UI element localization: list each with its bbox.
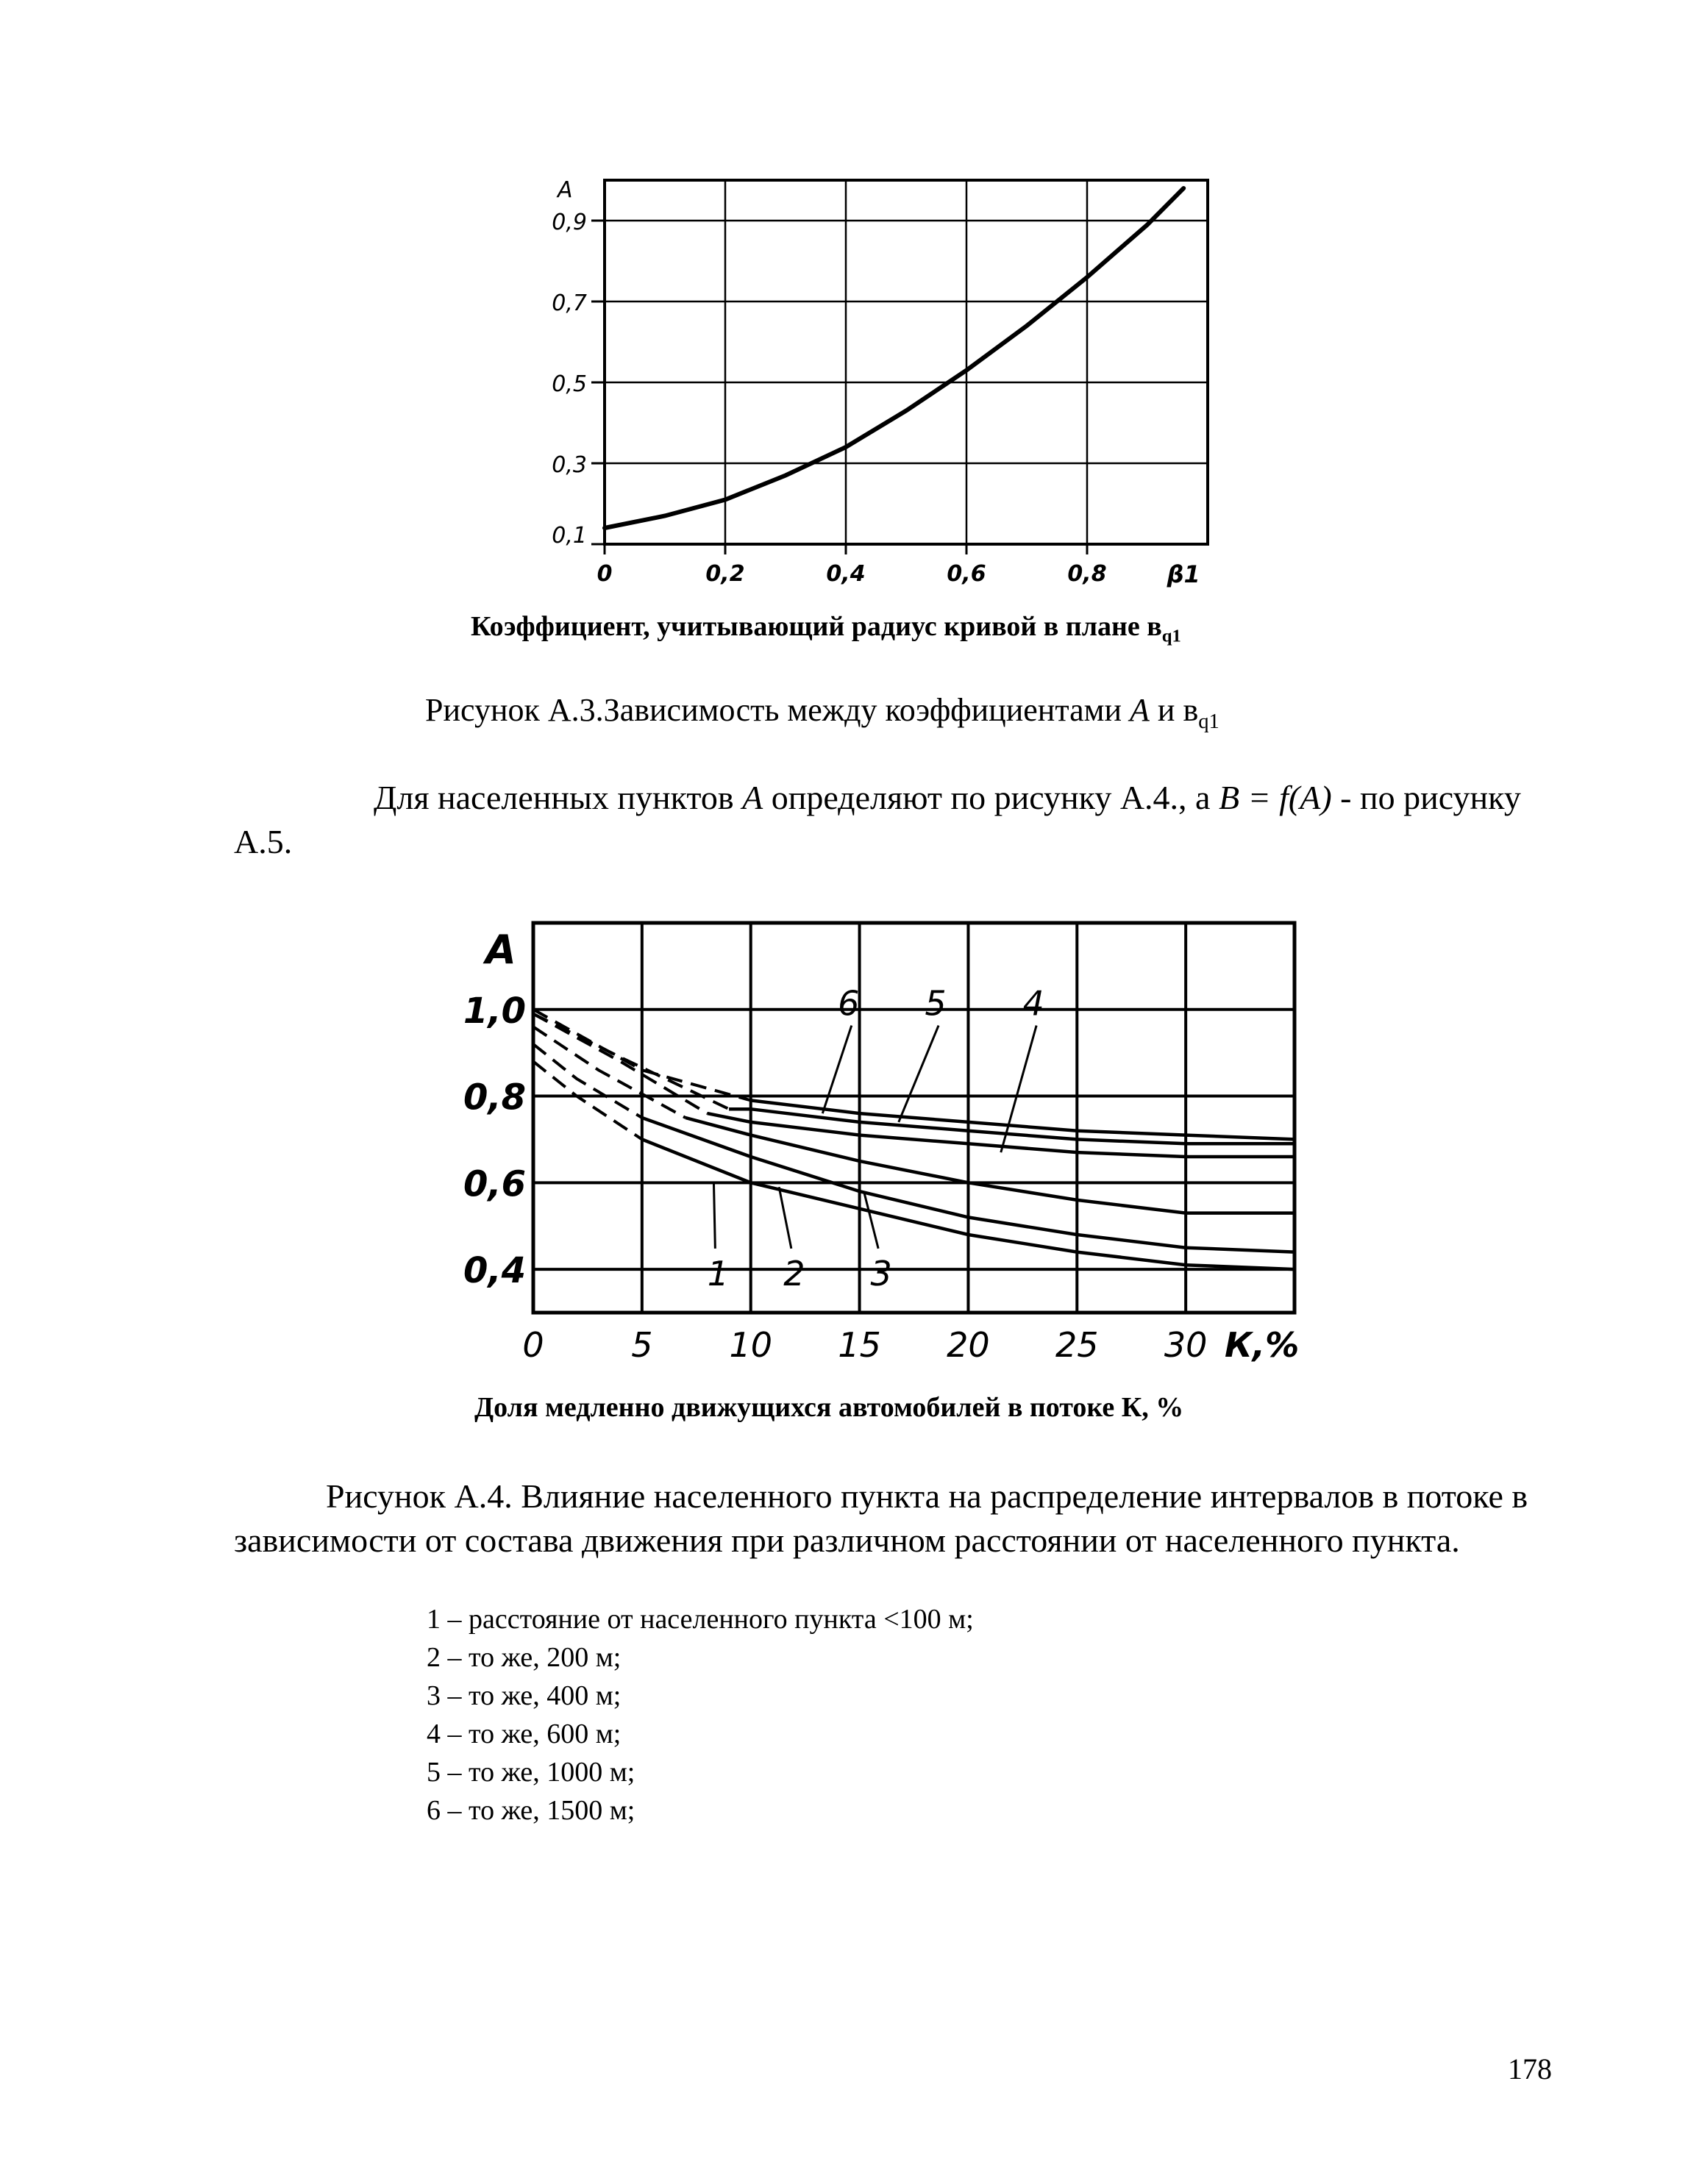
y-tick-label: 1,0 — [463, 990, 526, 1032]
y-tick-label: 0,6 — [463, 1163, 526, 1205]
curve-label: 1 — [707, 1253, 729, 1293]
x-tick-label: 10 — [729, 1325, 772, 1365]
x-tick-label: 0,2 — [705, 561, 745, 587]
curve-leader-line — [899, 1026, 939, 1122]
curve-label: 4 — [1022, 983, 1044, 1024]
chart-frame — [605, 180, 1208, 544]
series-line — [605, 188, 1183, 528]
x-tick-label: 15 — [838, 1325, 881, 1365]
x-axis-label: К,% — [1225, 1325, 1300, 1365]
x-axis-label: β1 — [1167, 560, 1200, 588]
series-dashed-line — [533, 1044, 642, 1118]
legend-item: 4 – то же, 600 м; — [427, 1719, 622, 1749]
x-tick-label: 5 — [631, 1325, 653, 1365]
x-tick-label: 0,6 — [947, 561, 986, 587]
figure-a4-caption: Рисунок А.4. Влияние населенного пункта на распределение интервалов в потоке в зависимости от состава движения при различном расстоянии от населенного пункта. — [234, 1477, 1528, 1559]
y-tick-label: 0,3 — [552, 452, 587, 478]
legend-item: 6 – то же, 1500 м; — [427, 1795, 635, 1826]
curve-label: 2 — [783, 1253, 805, 1293]
y-tick-label: 0,8 — [463, 1077, 526, 1118]
curve-leader-line — [822, 1026, 851, 1114]
chart-a3-x-caption: Коэффициент, учитывающий радиус кривой в плане $в_{q1}$ — [471, 611, 1181, 646]
x-tick-label: 0,8 — [1067, 561, 1107, 587]
page-number: 178 — [1508, 2052, 1552, 2085]
y-tick-label: 0,1 — [552, 523, 587, 549]
chart-a4-x-caption: Доля медленно движущихся автомобилей в потоке К, % — [474, 1392, 1184, 1423]
legend-item: 1 – расстояние от населенного пункта <100 м; — [427, 1604, 974, 1635]
curve-leader-line — [863, 1191, 878, 1249]
legend-item: 2 – то же, 200 м; — [427, 1642, 622, 1673]
chart-a4 — [456, 904, 1339, 1390]
y-tick-label: 0,5 — [552, 371, 587, 397]
y-tick-label: 0,9 — [552, 210, 587, 235]
x-tick-label: 30 — [1164, 1325, 1208, 1365]
x-tick-label: 0 — [522, 1325, 544, 1365]
y-tick-label: 0,7 — [552, 290, 587, 316]
body-paragraph: Для населенных пунктов А определяют по рисунку А.4., а В = f(А) - по рисунку А.5. — [234, 779, 1521, 860]
x-tick-label: 0,4 — [826, 561, 866, 587]
chart-a3 — [515, 162, 1236, 603]
legend-item: 3 – то же, 400 м; — [427, 1680, 622, 1711]
y-axis-label: A — [485, 927, 516, 973]
curve-label: 3 — [870, 1253, 892, 1293]
series-dashed-line — [533, 1027, 685, 1118]
curve-label: 6 — [838, 983, 860, 1024]
curve-leader-line — [713, 1182, 715, 1249]
x-tick-label: 20 — [947, 1325, 990, 1365]
curve-leader-line — [779, 1187, 791, 1249]
x-tick-label: 0 — [597, 561, 613, 587]
x-tick-label: 25 — [1055, 1325, 1099, 1365]
figure-a3-caption: Рисунок А.3.Зависимость между коэффициентами А и $в_{q1}$ — [425, 692, 1219, 733]
series-dashed-line — [533, 1061, 642, 1139]
y-tick-label: 0,4 — [463, 1250, 526, 1292]
y-axis-label: A — [558, 177, 573, 203]
legend-item: 5 – то же, 1000 м; — [427, 1757, 635, 1788]
curve-label: 5 — [925, 983, 947, 1024]
